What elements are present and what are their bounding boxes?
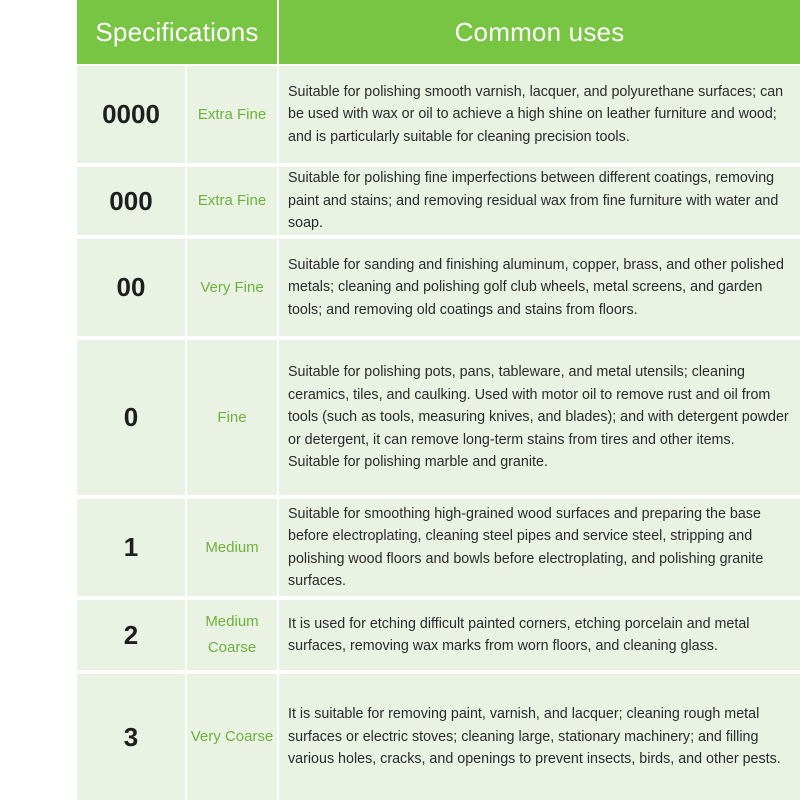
grit-cell: Extra Fine <box>187 66 279 163</box>
grit-cell: Very Coarse <box>187 674 279 800</box>
grade-cell: 3 <box>77 674 187 800</box>
use-cell: Suitable for polishing pots, pans, tableware, and metal utensils; cleaning ceramics, tiles, and caulking. Used with motor oil to remove rust and oil from tools (such as tools, measuring knives, and blades); and with detergent powder or detergent, it can remove long-term stains from tires and other items. Suitable for polishing marble and granite. <box>279 340 800 495</box>
grade-cell: 0 <box>77 340 187 495</box>
header-common-uses: Common uses <box>279 0 800 64</box>
table-row <box>77 499 800 596</box>
use-cell: It is used for etching difficult painted corners, etching porcelain and metal surfaces, removing wax marks from worn floors, and cleaning glass. <box>279 600 800 670</box>
grade-cell: 0000 <box>77 66 187 163</box>
grade-cell: 2 <box>77 600 187 670</box>
use-cell: Suitable for sanding and finishing aluminum, copper, brass, and other polished metals; cleaning and polishing golf club wheels, metal screens, and garden tools; and removing old coatings and stains from floors. <box>279 239 800 336</box>
spec-table <box>77 0 800 800</box>
grit-cell: Fine <box>187 340 279 495</box>
grit-cell: Medium <box>187 499 279 596</box>
table-header <box>77 0 800 64</box>
grit-cell: Medium Coarse <box>187 600 279 670</box>
table-row <box>77 239 800 336</box>
grade-cell: 1 <box>77 499 187 596</box>
grade-cell: 000 <box>77 167 187 235</box>
use-cell: Suitable for polishing smooth varnish, lacquer, and polyurethane surfaces; can be used with wax or oil to achieve a high shine on leather furniture and wood; and is particularly suitable for cleaning precision tools. <box>279 66 800 163</box>
use-cell: It is suitable for removing paint, varnish, and lacquer; cleaning rough metal surfaces or electric stoves; cleaning large, stationary machinery; and filling various holes, cracks, and openings to prevent insects, birds, and other pests. <box>279 674 800 800</box>
use-cell: Suitable for smoothing high-grained wood surfaces and preparing the base before electroplating, cleaning steel pipes and service steel, stripping and polishing wood floors and bowls before electroplating, and polishing granite surfaces. <box>279 499 800 596</box>
header-specifications: Specifications <box>77 0 279 64</box>
table-row <box>77 66 800 163</box>
table-row <box>77 340 800 495</box>
grit-cell: Extra Fine <box>187 167 279 235</box>
table-row <box>77 600 800 670</box>
grade-cell: 00 <box>77 239 187 336</box>
table-row <box>77 674 800 800</box>
use-cell: Suitable for polishing fine imperfections between different coatings, removing paint and stains; and removing residual wax from fine furniture with water and soap. <box>279 167 800 235</box>
grit-cell: Very Fine <box>187 239 279 336</box>
table-row <box>77 167 800 235</box>
